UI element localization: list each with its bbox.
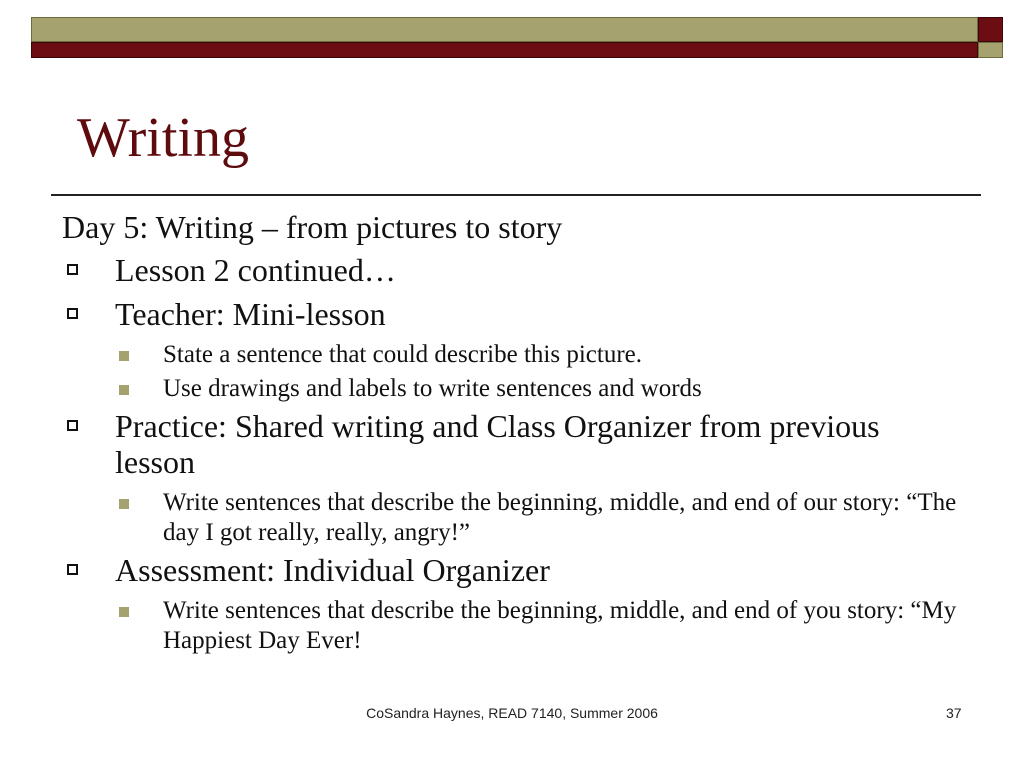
sub-bullet-item [62,374,962,404]
hollow-square-bullet-icon [67,564,78,575]
sub-bullet-text: Use drawings and labels to write sentences and words [163,375,702,402]
sub-bullet-text: Write sentences that describe the beginning, middle, and end of you story: “My Happiest Day Ever! [163,597,957,654]
bullet-text: Practice: Shared writing and Class Organizer from previous lesson [115,408,880,480]
header-square-maroon [978,17,1003,42]
sub-bullet-item [62,340,962,370]
bullet-item [62,552,962,588]
slide-body [62,208,962,660]
header-square-olive [978,42,1003,58]
bullet-text: Lesson 2 continued… [115,252,396,288]
filled-square-bullet-icon [119,351,129,361]
filled-square-bullet-icon [119,499,129,509]
filled-square-bullet-icon [119,607,129,617]
hollow-square-bullet-icon [67,264,78,275]
bullet-item [62,252,962,288]
slide-title: Writing [77,107,249,169]
title-divider [51,194,981,196]
header-bar-maroon [31,42,978,58]
header-bar-olive [31,17,978,42]
bullet-item [62,296,962,332]
sub-bullet-text: Write sentences that describe the beginning, middle, and end of our story: “The day I got really, really, angry!” [163,489,957,546]
sub-bullet-text: State a sentence that could describe this picture. [163,341,642,368]
filled-square-bullet-icon [119,385,129,395]
bullet-text: Assessment: Individual Organizer [115,552,550,588]
lead-line: Day 5: Writing – from pictures to story [62,209,563,245]
page-number: 37 [946,705,962,721]
footer-credit: CoSandra Haynes, READ 7140, Summer 2006 [366,705,658,721]
sub-bullet-item [62,488,962,548]
sub-bullet-item [62,596,962,656]
hollow-square-bullet-icon [67,308,78,319]
bullet-text: Teacher: Mini-lesson [115,296,386,332]
hollow-square-bullet-icon [67,420,78,431]
bullet-item [62,408,962,480]
